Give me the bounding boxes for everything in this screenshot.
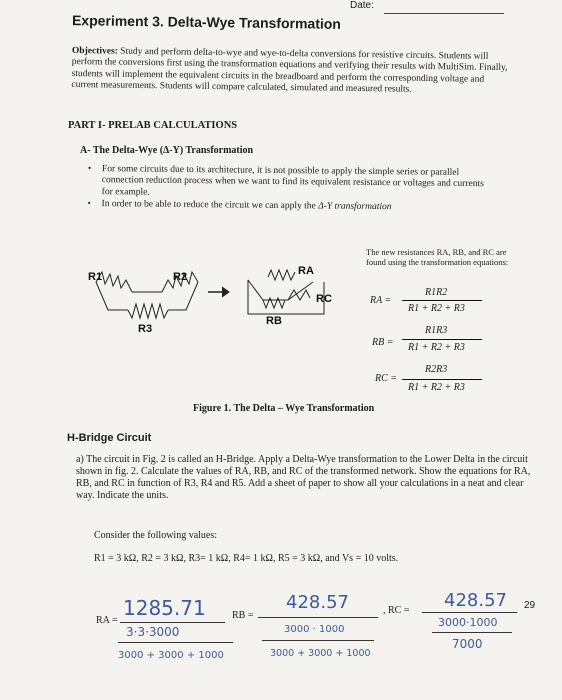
eq-rb-num: R1R3 (425, 325, 448, 336)
equations-intro: The new resistances RA, RB, and RC are found using the transformation equations: (366, 247, 509, 267)
eq-ra-lhs: RA = (370, 295, 392, 306)
rc-work-bottom: 7000 (452, 637, 483, 651)
ra-answer-label: RA = (96, 615, 118, 626)
page-title: Experiment 3. Delta-Wye Transformation (71, 12, 342, 32)
eq-ra-num: R1R2 (425, 287, 448, 298)
ra-work-bottom: 3000 + 3000 + 1000 (118, 650, 224, 661)
label-r1: R1 (88, 271, 103, 283)
eq-ra-den: R1 + R2 + R3 (408, 303, 465, 314)
hbridge-heading: H-Bridge Circuit (67, 432, 152, 444)
rb-work-top: 3000 · 1000 (284, 624, 345, 635)
label-rc: RC (316, 293, 332, 305)
rc-work-top: 3000·1000 (438, 616, 498, 629)
date-label: Date: (350, 0, 374, 11)
label-r3: R3 (138, 323, 153, 335)
eq-rb-den: R1 + R2 + R3 (408, 342, 465, 353)
given-values: R1 = 3 kΩ, R2 = 3 kΩ, R3= 1 kΩ, R4= 1 kΩ, R5 = 3 kΩ, and Vs = 10 volts. (94, 553, 399, 564)
rc-answer-label: , RC = (383, 605, 410, 616)
rb-answer-line (258, 617, 378, 618)
eq-rb-bar (402, 339, 482, 340)
rb-work-bar (262, 640, 374, 641)
eq-ra-bar (402, 300, 482, 301)
ra-work-bar (118, 642, 233, 643)
equations-box (366, 248, 518, 267)
label-r2: R2 (173, 271, 188, 283)
hbridge-question-a: a) The circuit in Fig. 2 is called an H-Bridge. Apply a Delta-Wye transformation to the Lower Delta in the circuit shown in fig. 2. Calculate the values of RA, RB, and RC of the transformed network. Show the equations for RA, RB, and RC in function of R3, R4 and R5. Add a sheet of paper to show all your calculations in a neat and clear way. Indicate the units. (76, 454, 531, 501)
ra-answer-value[interactable]: 1285.71 (123, 596, 206, 620)
delta-wye-diagram (88, 262, 368, 352)
page-number: 29 (524, 600, 536, 611)
section-a-heading: A- The Delta-Wye (Δ-Y) Transformation (80, 145, 254, 156)
rc-answer-line (422, 612, 517, 613)
rc-answer-value[interactable]: 428.57 (444, 590, 507, 611)
bullet-italic: Δ-Y transformation (318, 201, 392, 213)
eq-rb-lhs: RB = (372, 337, 394, 348)
eq-rc-lhs: RC = (375, 373, 398, 384)
label-ra: RA (298, 265, 314, 277)
bullet-item: • For some circuits due to its architecture, it is not possible to apply the simple series or parallel connection reduction process when we want to find its equivalent resistance or voltages and currents for example. (87, 164, 484, 198)
bullet-item: • In order to be able to reduce the circuit we can apply the Δ-Y transformation (87, 199, 392, 213)
ra-work-top: 3·3·3000 (126, 625, 180, 639)
consider-text: Consider the following values: (94, 530, 218, 541)
rb-answer-label: RB = (232, 610, 254, 621)
objectives-text: Study and perform delta-to-wye and wye-to-delta conversions for resistive circuits. Students will perform the conversions first using the transformation equations and verifying their results with MultiSim. Finally, students will implement the equivalent circuits in the breadboard and perform the corresponding voltage and current measurements. Students will compare calculated, simulated and measured results. (71, 46, 508, 95)
eq-rc-num: R2R3 (425, 364, 448, 375)
eq-rc-bar (402, 379, 482, 380)
rb-answer-value[interactable]: 428.57 (286, 592, 349, 613)
ra-answer-line (120, 622, 225, 623)
objectives-label: Objectives: (71, 46, 118, 57)
bullet-list (88, 164, 493, 216)
figure-caption: Figure 1. The Delta – Wye Transformation (193, 403, 375, 414)
label-rb: RB (266, 315, 282, 327)
part1-heading: PART I- PRELAB CALCULATIONS (68, 120, 238, 131)
rc-work-bar (432, 632, 512, 633)
eq-rc-den: R1 + R2 + R3 (408, 382, 465, 393)
objectives-paragraph (71, 46, 512, 97)
date-blank-line (384, 13, 504, 14)
rb-work-bottom: 3000 + 3000 + 1000 (270, 648, 371, 659)
